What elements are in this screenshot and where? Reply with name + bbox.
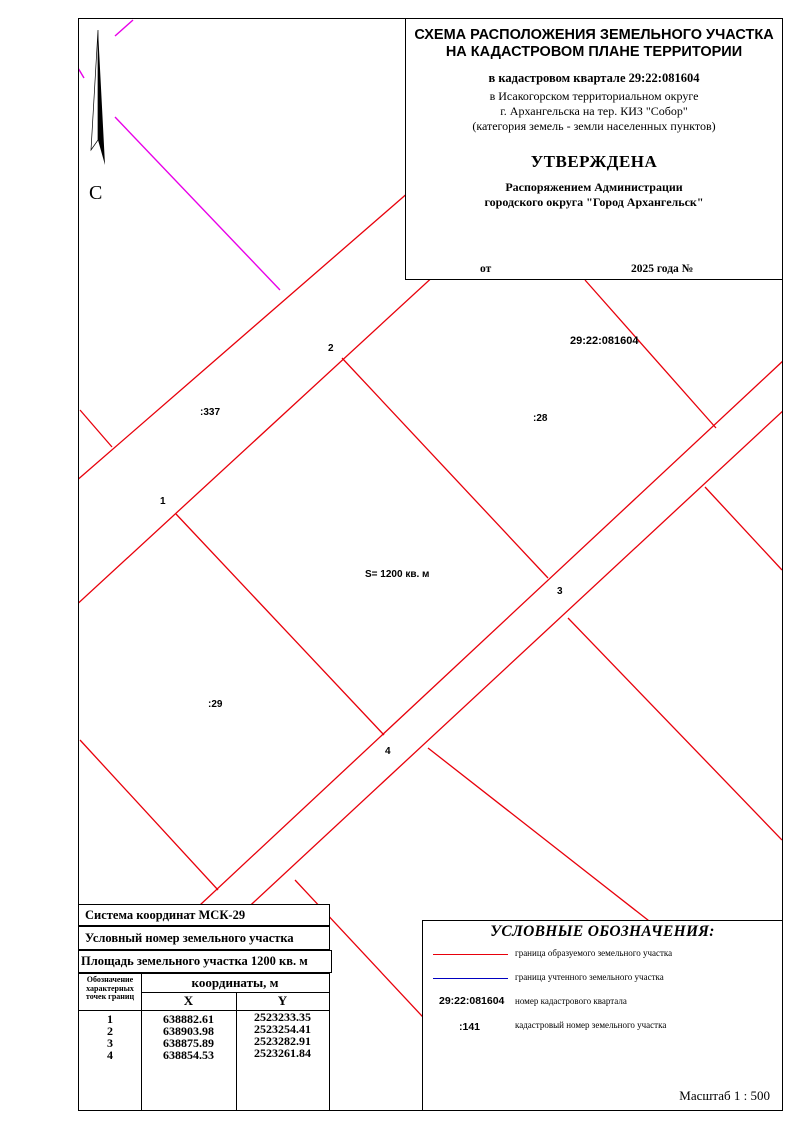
table-row-1-pt: 1 <box>107 1012 113 1026</box>
point-label-4: 4 <box>385 746 391 757</box>
legend-parcel-symbol: :141 <box>459 1021 481 1033</box>
date-from: от <box>480 263 492 275</box>
coords-header: координаты, м <box>191 975 279 990</box>
coordinate-table <box>78 904 332 1111</box>
north-arrow <box>91 30 105 165</box>
legend-blue-line <box>433 978 508 979</box>
legend-title: УСЛОВНЫЕ ОБОЗНАЧЕНИЯ: <box>490 923 715 940</box>
area-label: S= 1200 кв. м <box>365 569 430 580</box>
table-row-2-pt: 2 <box>107 1024 113 1038</box>
magenta-tick <box>78 68 84 78</box>
table-row-4-x: 638854.53 <box>163 1048 214 1062</box>
point-header: Обозначение характерных точек границ <box>85 975 135 1001</box>
north-letter: С <box>89 182 103 204</box>
legend-item-4: кадастровый номер земельного участка <box>515 1020 667 1030</box>
order-line-2: городского округа "Город Архангельск" <box>484 195 704 209</box>
parcel-boundary-a <box>342 358 548 578</box>
magenta-boundary <box>115 117 280 290</box>
legend <box>422 920 783 1111</box>
order-line-1: Распоряжением Администрации <box>505 180 683 194</box>
scale-label: Масштаб 1 : 500 <box>679 1088 770 1103</box>
magenta-boundary-top <box>115 20 133 36</box>
table-row-2-y: 2523254.41 <box>254 1022 311 1036</box>
parcel-boundary-c <box>80 740 218 890</box>
coord-system-row: Система координат МСК-29 <box>78 904 330 926</box>
point-label-3: 3 <box>557 586 563 597</box>
conditional-number-row: Условный номер земельного участка <box>78 926 330 950</box>
table-row-3-pt: 3 <box>107 1036 113 1050</box>
legend-item-1: граница образуемого земельного участка <box>515 948 673 958</box>
parcel-boundary-h <box>705 487 782 570</box>
table-row-3-x: 638875.89 <box>163 1036 214 1050</box>
parcel-boundary-d <box>80 410 112 447</box>
city-line: г. Архангельска на тер. КИЗ "Собор" <box>500 104 688 118</box>
table-row-1-x: 638882.61 <box>163 1012 214 1026</box>
quarter-label: 29:22:081604 <box>570 335 639 347</box>
category-line: (категория земель - земли населенных пунктов) <box>472 119 716 133</box>
road-edge-2a <box>200 345 800 905</box>
table-row-4-y: 2523261.84 <box>254 1046 311 1060</box>
table-row-4-pt: 4 <box>107 1048 113 1062</box>
title-line-1: СХЕМА РАСПОЛОЖЕНИЯ ЗЕМЕЛЬНОГО УЧАСТКА <box>414 27 774 43</box>
coord-grid <box>78 973 330 1111</box>
table-row-3-y: 2523282.91 <box>254 1034 311 1048</box>
legend-quarter-symbol: 29:22:081604 <box>439 995 505 1007</box>
area-row: Площадь земельного участка 1200 кв. м <box>78 950 332 973</box>
point-label-2: 2 <box>328 343 334 354</box>
legend-red-line <box>433 954 508 955</box>
parcel-boundary-g <box>568 618 782 840</box>
title-block <box>405 18 783 280</box>
table-row-2-x: 638903.98 <box>163 1024 214 1038</box>
legend-item-2: граница учтенного земельного участка <box>515 972 664 982</box>
approved-heading: УТВЕРЖДЕНА <box>530 152 658 171</box>
parcel-label-337: :337 <box>200 407 221 418</box>
title-line-2: НА КАДАСТРОВОМ ПЛАНЕ ТЕРРИТОРИИ <box>445 44 743 60</box>
table-row-1-y: 2523233.35 <box>254 1010 311 1024</box>
point-label-1: 1 <box>160 496 166 507</box>
parcel-boundary-i <box>585 280 716 428</box>
y-header: Y <box>277 993 288 1008</box>
district-line: в Исакогорском территориальном округе <box>489 89 699 103</box>
quarter-line: в кадастровом квартале 29:22:081604 <box>488 71 700 85</box>
parcel-label-28: :28 <box>533 413 548 424</box>
x-header: X <box>183 993 194 1008</box>
road-edge-2b <box>240 395 800 915</box>
legend-item-3: номер кадастрового квартала <box>515 996 627 1006</box>
parcel-label-29: :29 <box>208 699 223 710</box>
date-year: 2025 года № <box>631 263 694 275</box>
